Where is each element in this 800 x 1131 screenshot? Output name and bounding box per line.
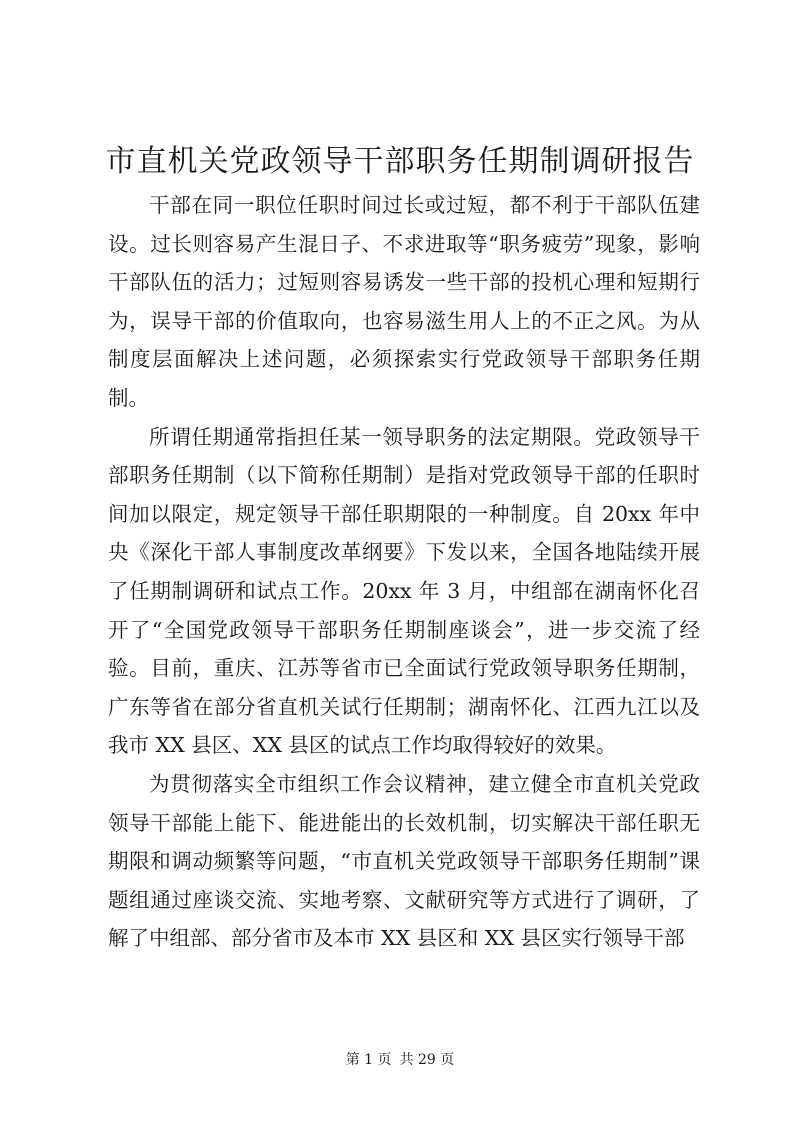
- page-number: 第 1 页: [345, 1052, 392, 1068]
- document-title: 市直机关党政领导干部职务任期制调研报告: [105, 144, 695, 179]
- paragraph-2: 所谓任期通常指担任某一领导职务的法定期限。党政领导干部职务任期制（以下简称任期制）是指对党政领导干部的任职时间加以限定，规定领导干部任职期限的一种制度。自 20xx 年中央《深化干部人事制度改革纲要》下发以来，全国各地陆续开展了任期制调研和试点工作。20xx 年 3 月，中组部在湖南怀化召开了“全国党政领导干部职务任期制座谈会”，进一步交流了经验。目前，重庆、江苏等省市已全面试行党政领导职务任期制，广东等省在部分省直机关试行任期制；湖南怀化、江西九江以及我市 XX 县区、XX 县区的试点工作均取得较好的效果。: [108, 424, 700, 758]
- paragraph-3: 为贯彻落实全市组织工作会议精神，建立健全市直机关党政领导干部能上能下、能进能出的长效机制，切实解决干部任职无期限和调动频繁等问题，“市直机关党政领导干部职务任期制”课题组通过座谈交流、实地考察、文献研究等方式进行了调研，了解了中组部、部分省市及本市 XX 县区和 XX 县区实行领导干部: [108, 771, 700, 951]
- page-footer: [0, 1050, 800, 1070]
- paragraph-1: 干部在同一职位任职时间过长或过短，都不利于干部队伍建设。过长则容易产生混日子、不求进取等“职务疲劳”现象，影响干部队伍的活力；过短则容易诱发一些干部的投机心理和短期行为，误导干部的价值取向，也容易滋生用人上的不正之风。为从制度层面解决上述问题，必须探索实行党政领导干部职务任期制。: [108, 193, 700, 410]
- page-total: 共 29 页: [399, 1052, 455, 1068]
- document-body: [108, 186, 700, 958]
